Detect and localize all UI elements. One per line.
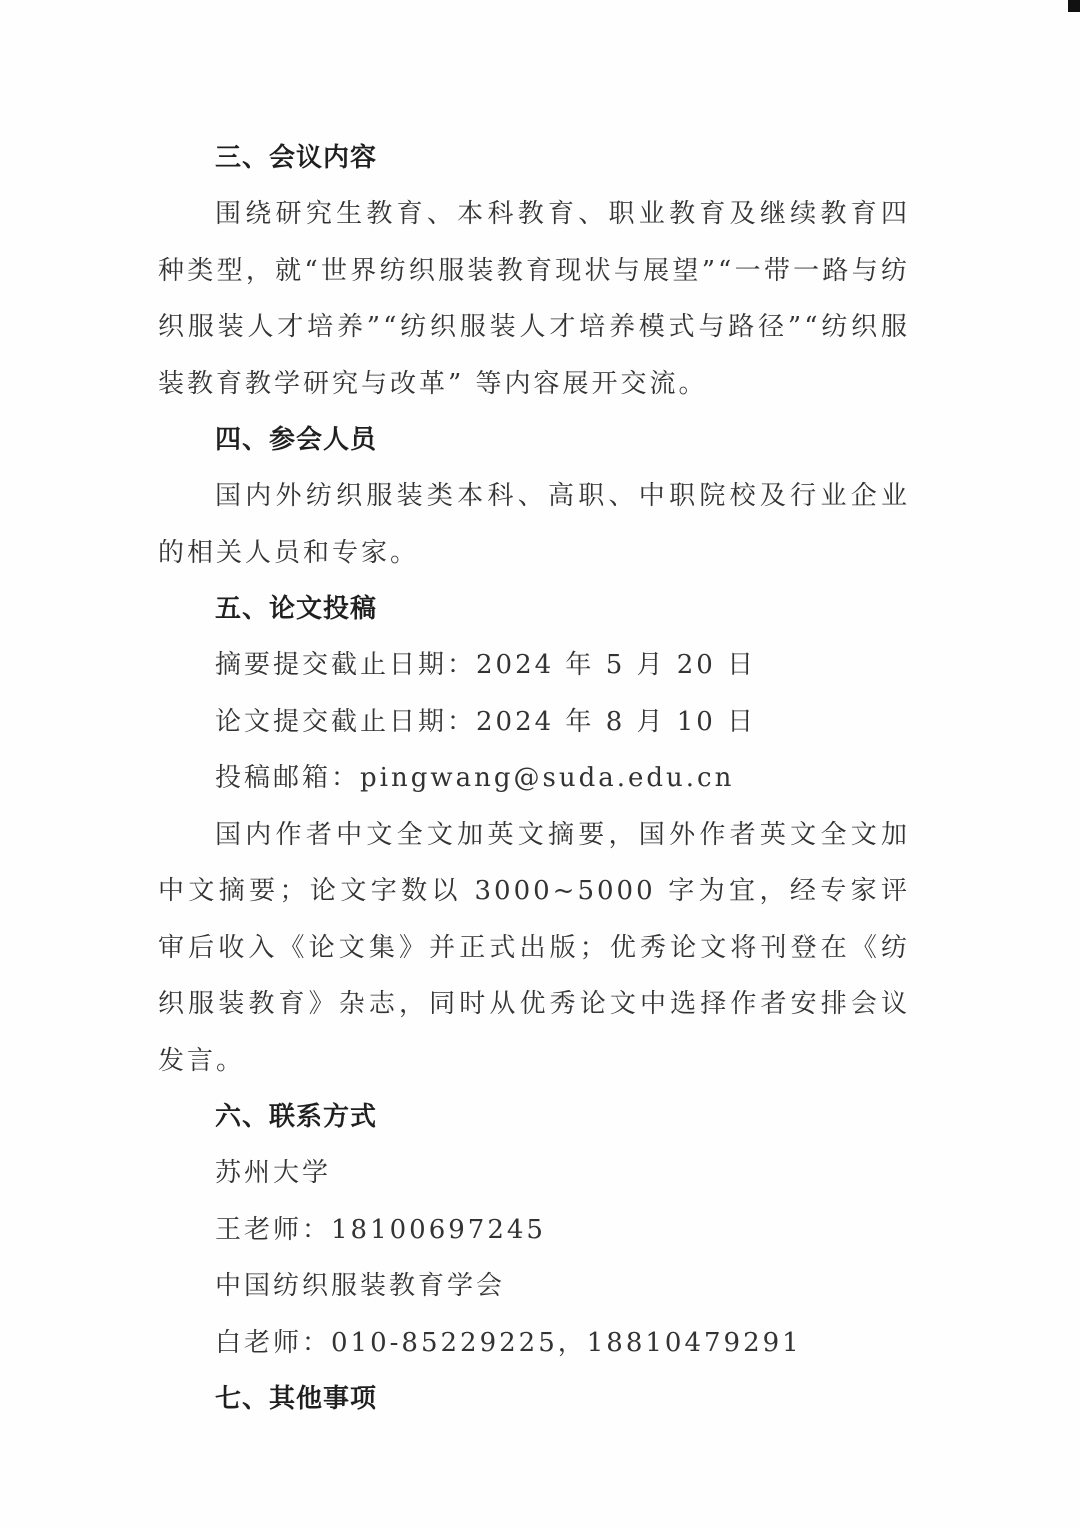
section-heading-other-matters: 七、其他事项	[215, 1384, 378, 1414]
submission-email: 投稿邮箱：pingwang@suda.edu.cn	[215, 763, 735, 793]
submission-requirements-paragraph: 国内作者中文全文加英文摘要，国外作者英文全文加中文摘要；论文字数以 3000~5000 字为宜，经专家评审后收入《论文集》并正式出版；优秀论文将刊登在《纺织服装教育》杂志，同时从优秀论文中选择作者安排会议发言。	[158, 819, 910, 1076]
contact-org-suzhou: 苏州大学	[215, 1158, 332, 1188]
contact-person-bai: 白老师：010-85229225，18810479291	[215, 1327, 802, 1358]
participants-paragraph: 国内外纺织服装类本科、高职、中职院校及行业企业的相关人员和专家。	[158, 481, 910, 568]
section-heading-meeting-content: 三、会议内容	[215, 143, 378, 173]
contact-person-wang: 王老师：18100697245	[215, 1214, 546, 1245]
document-page	[158, 130, 910, 1427]
paper-deadline: 论文提交截止日期：2024 年 8 月 10 日	[215, 706, 757, 737]
section-heading-participants: 四、参会人员	[215, 425, 378, 455]
contact-org-society: 中国纺织服装教育学会	[215, 1271, 506, 1301]
abstract-deadline: 摘要提交截止日期：2024 年 5 月 20 日	[215, 650, 757, 680]
scan-corner-mark	[1068, 0, 1080, 12]
meeting-content-paragraph: 围绕研究生教育、本科教育、职业教育及继续教育四种类型，就“世界纺织服装教育现状与展望”“一带一路与纺织服装人才培养”“纺织服装人才培养模式与路径”“纺织服装教育教学研究与改革” 等内容展开交流。	[158, 199, 910, 399]
section-heading-paper-submission: 五、论文投稿	[215, 594, 378, 624]
section-heading-contact: 六、联系方式	[215, 1102, 378, 1132]
